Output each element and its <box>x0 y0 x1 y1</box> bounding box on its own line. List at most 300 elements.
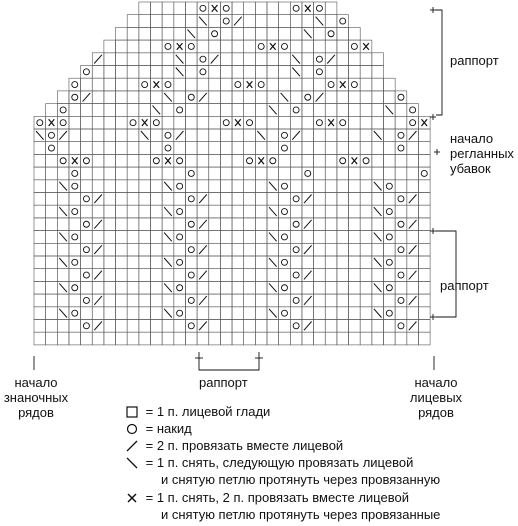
yarn-over-mark <box>83 158 89 164</box>
chart-grid <box>34 2 430 345</box>
legend-slash-text: = 2 п. провязать вместе лицевой <box>145 438 344 453</box>
chart-cell <box>162 193 174 206</box>
chart-cell <box>302 53 314 66</box>
chart-cell <box>395 320 407 333</box>
chart-cell <box>232 281 244 294</box>
chart-cell <box>360 91 372 104</box>
chart-cell <box>384 91 396 104</box>
chart-cell <box>267 66 279 79</box>
chart-cell <box>209 281 221 294</box>
chart-cell <box>302 167 314 180</box>
k2tog-mark <box>199 220 207 229</box>
start-sign-line1: начало <box>14 375 58 390</box>
chart-cell <box>360 332 372 345</box>
chart-cell <box>139 66 151 79</box>
chart-cell <box>81 231 93 244</box>
ssk-mark <box>164 182 172 191</box>
chart-cell <box>162 78 174 91</box>
chart-cell <box>360 218 372 231</box>
chart-cell <box>360 193 372 206</box>
chart-cell <box>232 129 244 142</box>
chart-cell <box>104 116 116 129</box>
yarn-over-mark <box>188 272 194 278</box>
chart-cell <box>127 15 139 28</box>
yarn-over-mark <box>386 234 392 240</box>
yarn-over-mark <box>398 323 404 329</box>
chart-cell <box>290 320 302 333</box>
chart-cell <box>360 281 372 294</box>
yarn-over-mark <box>83 196 89 202</box>
ssk-mark <box>59 182 67 191</box>
chart-cell <box>151 142 163 155</box>
ssk-mark <box>374 233 382 242</box>
chart-cell <box>197 154 209 167</box>
ssk-mark <box>269 106 277 115</box>
chart-cell <box>220 320 232 333</box>
chart-cell <box>185 243 197 256</box>
chart-cell <box>162 66 174 79</box>
chart-cell <box>407 205 419 218</box>
yarn-over-mark <box>72 209 78 215</box>
chart-cell <box>139 154 151 167</box>
chart-cell <box>418 193 430 206</box>
chart-cell <box>349 218 361 231</box>
chart-cell <box>46 307 58 320</box>
yarn-over-mark <box>223 18 229 24</box>
chart-cell <box>139 15 151 28</box>
chart-cell <box>69 218 81 231</box>
chart-cell <box>151 53 163 66</box>
chart-cell <box>337 167 349 180</box>
chart-cell <box>57 332 69 345</box>
chart-cell <box>290 154 302 167</box>
chart-cell <box>197 281 209 294</box>
chart-cell <box>127 40 139 53</box>
k2tog-mark <box>304 195 312 204</box>
chart-cell <box>302 307 314 320</box>
chart-cell <box>151 15 163 28</box>
chart-cell <box>395 256 407 269</box>
chart-cell <box>302 104 314 117</box>
chart-cell <box>255 231 267 244</box>
chart-cell <box>185 193 197 206</box>
yarn-over-mark <box>72 259 78 265</box>
chart-cell <box>255 218 267 231</box>
chart-cell <box>104 180 116 193</box>
chart-cell <box>349 66 361 79</box>
chart-cell <box>244 256 256 269</box>
chart-cell <box>302 129 314 142</box>
legend-cross <box>122 490 409 505</box>
chart-cell <box>267 294 279 307</box>
chart-cell <box>372 53 384 66</box>
chart-cell <box>255 78 267 91</box>
chart-cell <box>395 231 407 244</box>
chart-cell <box>69 205 81 218</box>
chart-cell <box>267 15 279 28</box>
chart-cell <box>244 129 256 142</box>
chart-cell <box>220 294 232 307</box>
chart-cell <box>418 294 430 307</box>
chart-cell <box>209 218 221 231</box>
chart-cell <box>290 142 302 155</box>
chart-cell <box>407 167 419 180</box>
chart-cell <box>290 281 302 294</box>
chart-cell <box>244 116 256 129</box>
chart-cell <box>255 27 267 40</box>
chart-cell <box>407 180 419 193</box>
chart-cell <box>244 15 256 28</box>
chart-cell <box>174 256 186 269</box>
chart-cell <box>314 53 326 66</box>
yarn-over-mark <box>188 323 194 329</box>
chart-cell <box>349 40 361 53</box>
chart-cell <box>279 269 291 282</box>
chart-cell <box>69 104 81 117</box>
chart-cell <box>46 281 58 294</box>
chart-cell <box>139 218 151 231</box>
chart-cell <box>127 53 139 66</box>
chart-cell <box>267 2 279 15</box>
chart-cell <box>360 78 372 91</box>
k2tog-mark <box>304 220 312 229</box>
raglan-label-line3: убавок <box>450 161 491 176</box>
chart-cell <box>220 218 232 231</box>
chart-cell <box>220 180 232 193</box>
chart-cell <box>349 180 361 193</box>
chart-cell <box>69 269 81 282</box>
chart-cell <box>255 256 267 269</box>
chart-cell <box>290 78 302 91</box>
legend-cross-cont: и снятую петлю протянуть через провязанные <box>161 507 441 522</box>
chart-cell <box>255 307 267 320</box>
chart-cell <box>302 66 314 79</box>
chart-cell <box>92 91 104 104</box>
ssk-mark <box>269 309 277 318</box>
chart-cell <box>325 205 337 218</box>
chart-cell <box>314 332 326 345</box>
chart-cell <box>407 154 419 167</box>
chart-cell <box>81 256 93 269</box>
legend-circle <box>122 421 192 436</box>
chart-cell <box>337 154 349 167</box>
chart-cell <box>116 256 128 269</box>
chart-cell <box>174 294 186 307</box>
chart-cell <box>162 332 174 345</box>
k2tog-mark <box>94 271 102 280</box>
chart-cell <box>116 231 128 244</box>
chart-cell <box>255 243 267 256</box>
yarn-over-mark <box>83 272 89 278</box>
chart-cell <box>104 104 116 117</box>
yarn-over-mark <box>142 82 148 88</box>
chart-cell <box>244 27 256 40</box>
chart-cell <box>314 281 326 294</box>
chart-cell <box>57 116 69 129</box>
square-icon <box>122 404 142 419</box>
chart-cell <box>255 281 267 294</box>
chart-cell <box>174 332 186 345</box>
chart-cell <box>104 332 116 345</box>
ssk-mark <box>304 29 312 38</box>
chart-cell <box>127 332 139 345</box>
yarn-over-mark <box>328 31 334 37</box>
chart-cell <box>104 78 116 91</box>
chart-cell <box>279 104 291 117</box>
ssk-mark <box>257 131 265 140</box>
chart-cell <box>69 243 81 256</box>
chart-cell <box>162 142 174 155</box>
chart-cell <box>197 78 209 91</box>
chart-cell <box>92 154 104 167</box>
chart-cell <box>279 294 291 307</box>
chart-cell <box>127 205 139 218</box>
yarn-over-mark <box>316 69 322 75</box>
chart-cell <box>139 180 151 193</box>
chart-cell <box>116 218 128 231</box>
chart-cell <box>34 231 46 244</box>
yarn-over-mark <box>48 132 54 138</box>
chart-cell <box>174 205 186 218</box>
chart-cell <box>185 91 197 104</box>
chart-cell <box>197 129 209 142</box>
chart-cell <box>279 256 291 269</box>
chart-cell <box>255 320 267 333</box>
chart-cell <box>279 53 291 66</box>
chart-cell <box>325 15 337 28</box>
chart-cell <box>325 281 337 294</box>
ssk-mark <box>386 106 394 115</box>
chart-cell <box>116 91 128 104</box>
chart-cell <box>116 116 128 129</box>
chart-cell <box>255 2 267 15</box>
k2tog-mark <box>327 55 335 64</box>
yarn-over-mark <box>83 221 89 227</box>
chart-cell <box>220 167 232 180</box>
chart-cell <box>139 40 151 53</box>
yarn-over-mark <box>153 158 159 164</box>
yarn-over-mark <box>48 145 54 151</box>
chart-cell <box>185 231 197 244</box>
chart-cell <box>197 180 209 193</box>
chart-cell <box>337 231 349 244</box>
chart-cell <box>372 78 384 91</box>
yarn-over-mark <box>37 120 43 126</box>
chart-cell <box>139 193 151 206</box>
chart-cell <box>92 205 104 218</box>
chart-cell <box>220 307 232 320</box>
chart-cell <box>255 180 267 193</box>
chart-cell <box>384 320 396 333</box>
ssk-mark <box>141 131 149 140</box>
chart-cell <box>174 269 186 282</box>
yarn-over-mark <box>281 259 287 265</box>
chart-cell <box>349 193 361 206</box>
chart-cell <box>279 66 291 79</box>
chart-cell <box>349 205 361 218</box>
chart-cell <box>418 154 430 167</box>
chart-cell <box>69 231 81 244</box>
yarn-over-mark <box>188 221 194 227</box>
k2tog-mark <box>292 131 300 140</box>
chart-cell <box>104 307 116 320</box>
chart-cell <box>279 205 291 218</box>
yarn-over-mark <box>177 209 183 215</box>
chart-cell <box>232 154 244 167</box>
chart-cell <box>139 256 151 269</box>
chart-cell <box>151 91 163 104</box>
slash-icon <box>122 438 142 453</box>
chart-cell <box>302 231 314 244</box>
chart-cell <box>337 281 349 294</box>
chart-cell <box>220 91 232 104</box>
chart-cell <box>337 116 349 129</box>
chart-cell <box>395 307 407 320</box>
chart-cell <box>151 307 163 320</box>
chart-cell <box>127 243 139 256</box>
chart-cell <box>185 78 197 91</box>
rapport-top-label: раппорт <box>450 53 499 68</box>
chart-cell <box>92 167 104 180</box>
ssk-mark <box>59 309 67 318</box>
k2tog-mark <box>304 296 312 305</box>
chart-cell <box>174 243 186 256</box>
chart-cell <box>232 205 244 218</box>
chart-cell <box>418 320 430 333</box>
raglan-start-label <box>450 131 514 176</box>
chart-cell <box>104 256 116 269</box>
chart-cell <box>395 269 407 282</box>
chart-cell <box>81 332 93 345</box>
k2tog-mark <box>94 322 102 331</box>
chart-cell <box>244 167 256 180</box>
ssk-mark <box>153 106 161 115</box>
chart-cell <box>244 332 256 345</box>
chart-cell <box>314 116 326 129</box>
chart-cell <box>232 218 244 231</box>
chart-cell <box>209 320 221 333</box>
chart-cell <box>209 15 221 28</box>
ssk-mark <box>176 68 184 77</box>
yarn-over-mark <box>293 221 299 227</box>
chart-cell <box>349 91 361 104</box>
chart-cell <box>267 218 279 231</box>
yarn-over-mark <box>83 323 89 329</box>
chart-cell <box>139 78 151 91</box>
chart-cell <box>395 167 407 180</box>
chart-cell <box>209 294 221 307</box>
chart-cell <box>69 180 81 193</box>
chart-cell <box>209 269 221 282</box>
ssk-mark <box>374 207 382 216</box>
chart-cell <box>209 256 221 269</box>
chart-cell <box>127 167 139 180</box>
chart-cell <box>197 27 209 40</box>
ssk-mark <box>269 182 277 191</box>
yarn-over-mark <box>386 209 392 215</box>
k2tog-mark <box>304 271 312 280</box>
chart-cell <box>151 180 163 193</box>
chart-cell <box>92 281 104 294</box>
chart-cell <box>244 281 256 294</box>
chart-cell <box>127 320 139 333</box>
ssk-mark <box>164 258 172 267</box>
chart-cell <box>127 104 139 117</box>
chart-cell <box>34 154 46 167</box>
chart-cell <box>255 116 267 129</box>
chart-cell <box>127 142 139 155</box>
chart-cell <box>255 332 267 345</box>
start-face-rows-label <box>400 375 472 420</box>
chart-cell <box>34 142 46 155</box>
chart-cell <box>244 180 256 193</box>
chart-cell <box>314 66 326 79</box>
chart-cell <box>349 27 361 40</box>
chart-cell <box>139 281 151 294</box>
chart-cell <box>127 180 139 193</box>
chart-cell <box>81 281 93 294</box>
chart-cell <box>104 205 116 218</box>
chart-cell <box>92 231 104 244</box>
chart-cell <box>69 307 81 320</box>
chart-cell <box>162 15 174 28</box>
chart-cell <box>34 320 46 333</box>
ssk-mark <box>281 93 289 102</box>
chart-cell <box>174 218 186 231</box>
chart-cell <box>314 243 326 256</box>
ssk-mark <box>176 55 184 64</box>
chart-cell <box>360 66 372 79</box>
chart-cell <box>57 243 69 256</box>
chart-cell <box>174 91 186 104</box>
chart-cell <box>232 104 244 117</box>
chart-cell <box>209 193 221 206</box>
yarn-over-mark <box>316 5 322 11</box>
chart-cell <box>279 116 291 129</box>
chart-cell <box>185 167 197 180</box>
yarn-over-mark <box>398 145 404 151</box>
yarn-over-mark <box>60 107 66 113</box>
yarn-over-mark <box>247 120 253 126</box>
chart-cell <box>244 231 256 244</box>
chart-cell <box>69 332 81 345</box>
chart-cell <box>279 27 291 40</box>
chart-cell <box>185 154 197 167</box>
chart-cell <box>185 40 197 53</box>
chart-cell <box>209 40 221 53</box>
chart-cell <box>81 142 93 155</box>
chart-cell <box>46 243 58 256</box>
chart-cell <box>418 332 430 345</box>
chart-cell <box>337 104 349 117</box>
start-face-line3: рядов <box>418 405 454 420</box>
chart-cell <box>267 129 279 142</box>
chart-cell <box>81 129 93 142</box>
chart-cell <box>174 167 186 180</box>
chart-cell <box>407 104 419 117</box>
chart-cell <box>92 66 104 79</box>
chart-cell <box>209 180 221 193</box>
chart-cell <box>127 116 139 129</box>
chart-cell <box>384 243 396 256</box>
chart-cell <box>232 53 244 66</box>
chart-cell <box>372 142 384 155</box>
chart-cell <box>220 53 232 66</box>
chart-cell <box>185 180 197 193</box>
chart-cell <box>325 2 337 15</box>
chart-cell <box>384 116 396 129</box>
chart-cell <box>314 294 326 307</box>
